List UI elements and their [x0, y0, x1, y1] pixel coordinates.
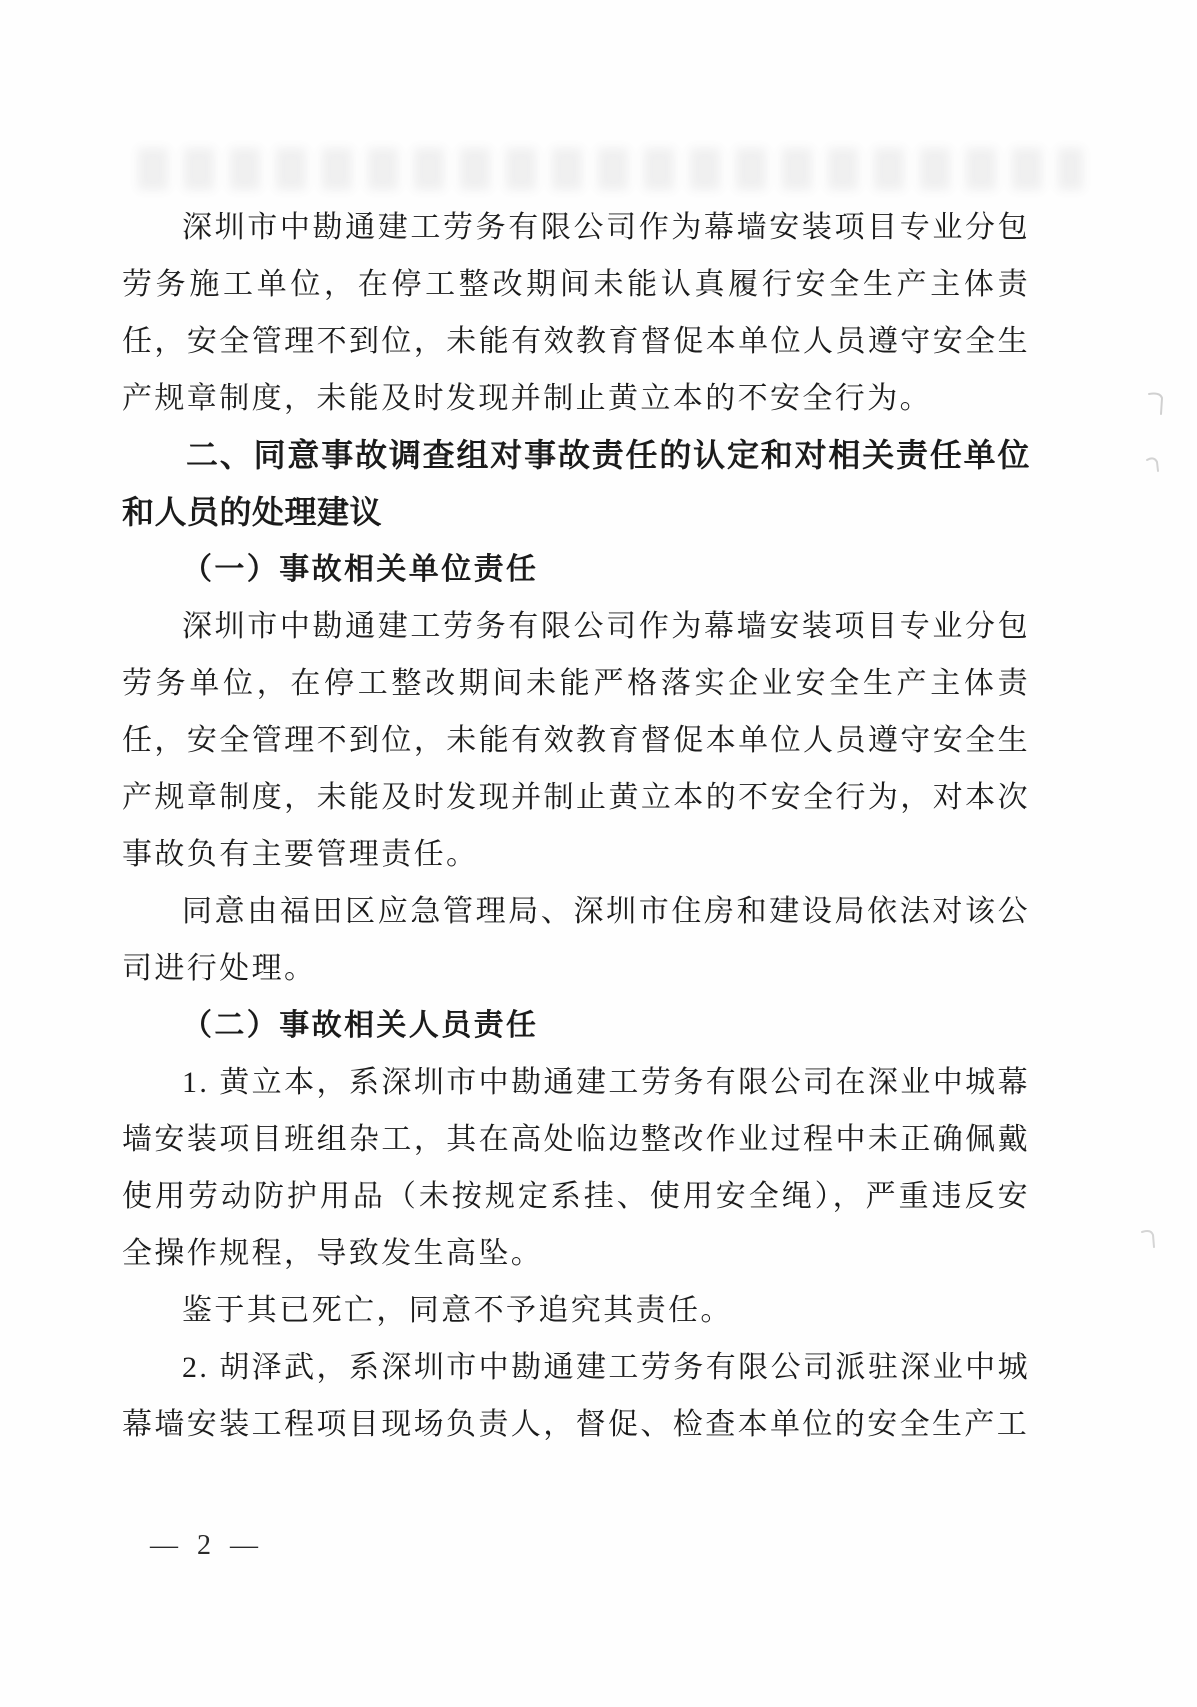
subsection-heading-personnel-responsibility: （二）事故相关人员责任	[182, 1009, 539, 1042]
bleed-through-artifact	[138, 148, 1083, 190]
body-paragraph-handling-agencies: 同意由福田区应急管理局、深圳市住房和建设局依法对该公司进行处理。	[122, 895, 1030, 985]
numbered-paragraph-2-huzewu: 2. 胡泽武，系深圳市中勘通建工劳务有限公司派驻深业中城幕墙安装工程项目现场负责人，督促、检查本单位的安全生产工	[122, 1351, 1030, 1441]
body-paragraph-no-prosecution: 鉴于其已死亡，同意不予追究其责任。	[182, 1294, 733, 1327]
section-heading-2: 二、同意事故调查组对事故责任的认定和对相关责任单位和人员的处理建议	[122, 437, 1030, 530]
body-paragraph-company-siteunit: 深圳市中勘通建工劳务有限公司作为幕墙安装项目专业分包劳务施工单位，在停工整改期间未能认真履行安全生产主体责任，安全管理不到位，未能有效教育督促本单位人员遵守安全生产规章制度，未能及时发现并制止黄立本的不安全行为。	[122, 211, 1030, 415]
numbered-paragraph-1-huangliben: 1. 黄立本，系深圳市中勘通建工劳务有限公司在深业中城幕墙安装项目班组杂工，其在高处临边整改作业过程中未正确佩戴使用劳动防护用品（未按规定系挂、使用安全绳），严重违反安全操作规程，导致发生高坠。	[122, 1066, 1030, 1270]
pen-mark-artifact	[1146, 390, 1168, 420]
pen-mark-artifact	[1144, 452, 1166, 476]
document-body	[122, 199, 1030, 1453]
pen-mark-artifact	[1138, 1226, 1162, 1252]
page-number: — 2 —	[150, 1530, 264, 1561]
subsection-heading-unit-responsibility: （一）事故相关单位责任	[182, 553, 539, 586]
body-paragraph-unit-responsibility: 深圳市中勘通建工劳务有限公司作为幕墙安装项目专业分包劳务单位，在停工整改期间未能严格落实企业安全生产主体责任，安全管理不到位，未能有效教育督促本单位人员遵守安全生产规章制度，未能及时发现并制止黄立本的不安全行为，对本次事故负有主要管理责任。	[122, 610, 1030, 871]
